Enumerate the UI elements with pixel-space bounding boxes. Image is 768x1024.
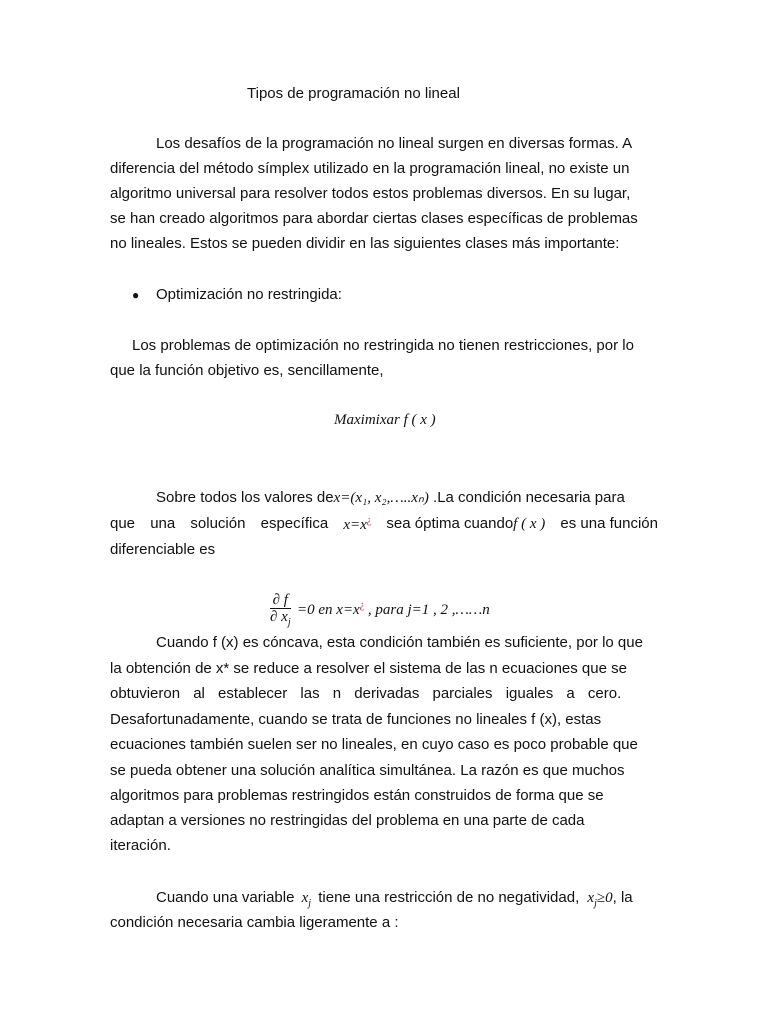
- phrase: es una función: [560, 515, 658, 532]
- paragraph-line: ecuaciones también suelen ser no lineales, en cuyo caso es poco probable que: [110, 736, 638, 753]
- bullet-icon: ●: [132, 288, 140, 302]
- sobre-suffix: .La condición necesaria para: [428, 489, 625, 506]
- paragraph-line: que la función objetivo es, sencillamente,: [110, 362, 384, 379]
- paragraph-line: adaptan a versiones no restringidas del problema en una parte de cada: [110, 812, 585, 829]
- bullet-text: Optimización no restringida:: [156, 286, 342, 303]
- paragraph-line: [110, 515, 658, 534]
- paragraph-line: algoritmo universal para resolver todos estos problemas diversos. En su lugar,: [110, 185, 631, 202]
- paragraph-line: [156, 488, 625, 507]
- equation-x-vector: x=(x₁, x₂,…..xₙ): [333, 490, 429, 506]
- word: una: [150, 515, 176, 532]
- paragraph-line: iteración.: [110, 837, 171, 854]
- paragraph-line: la obtención de x* se reduce a resolver el sistema de las n ecuaciones que se: [110, 660, 627, 677]
- paragraph-line: se pueda obtener una solución analítica simultánea. La razón es que muchos: [110, 762, 625, 779]
- word: específica: [260, 515, 329, 532]
- fraction-numerator: ∂ f: [270, 592, 291, 609]
- red-mark: ¿: [366, 515, 372, 526]
- paragraph-line: no lineales. Estos se pueden dividir en las siguientes clases más importante:: [110, 235, 620, 252]
- equation-derivative-rest: =0 en x=x¿ , para j=1 , 2 ,……n: [297, 600, 490, 618]
- paragraph-line: Los desafíos de la programación no lineal surgen en diversas formas. A: [156, 135, 633, 152]
- paragraph-line: diferenciable es: [110, 541, 216, 558]
- paragraph-line: se han creado algoritmos para abordar ciertas clases específicas de problemas: [110, 210, 638, 227]
- sobre-prefix: Sobre todos los valores de: [156, 489, 334, 506]
- paragraph-line: condición necesaria cambia ligeramente a :: [110, 914, 399, 931]
- paragraph-line: diferencia del método símplex utilizado en la programación lineal, no existe un: [110, 160, 630, 177]
- fraction-denominator: ∂ $x_j$: [270, 609, 291, 628]
- equation-xj: $x_j$: [301, 890, 312, 909]
- document-title: Tipos de programación no lineal: [247, 85, 460, 102]
- paragraph-line: Los problemas de optimización no restringida no tienen restricciones, por lo: [132, 337, 634, 354]
- equation-derivative-fraction: [270, 592, 291, 631]
- word: solución: [190, 515, 246, 532]
- red-mark: ¿: [359, 600, 365, 611]
- paragraph-line: Cuando f (x) es cóncava, esta condición también es suficiente, por lo que: [156, 634, 643, 651]
- paragraph-line: Desafortunadamente, cuando se trata de funciones no lineales f (x), estas: [110, 711, 602, 728]
- word: que: [110, 515, 136, 532]
- paragraph-line: obtuvieron al establecer las n derivadas parciales iguales a cero.: [110, 685, 622, 702]
- equation-maximize: Maximixar f ( x ): [334, 412, 436, 428]
- phrase: sea óptima cuandof ( x ): [386, 515, 546, 532]
- paragraph-line: Cuando una variable $x_j$ tiene una restricción de no negatividad, $x_j\ge 0$, la: [156, 889, 633, 909]
- equation-x-star: x=x¿: [343, 515, 372, 533]
- equation-nonneg: $x_j\ge 0$: [587, 890, 613, 909]
- paragraph-line: algoritmos para problemas restringidos están construidos de forma que se: [110, 787, 604, 804]
- equation-fx: f ( x ): [513, 516, 546, 532]
